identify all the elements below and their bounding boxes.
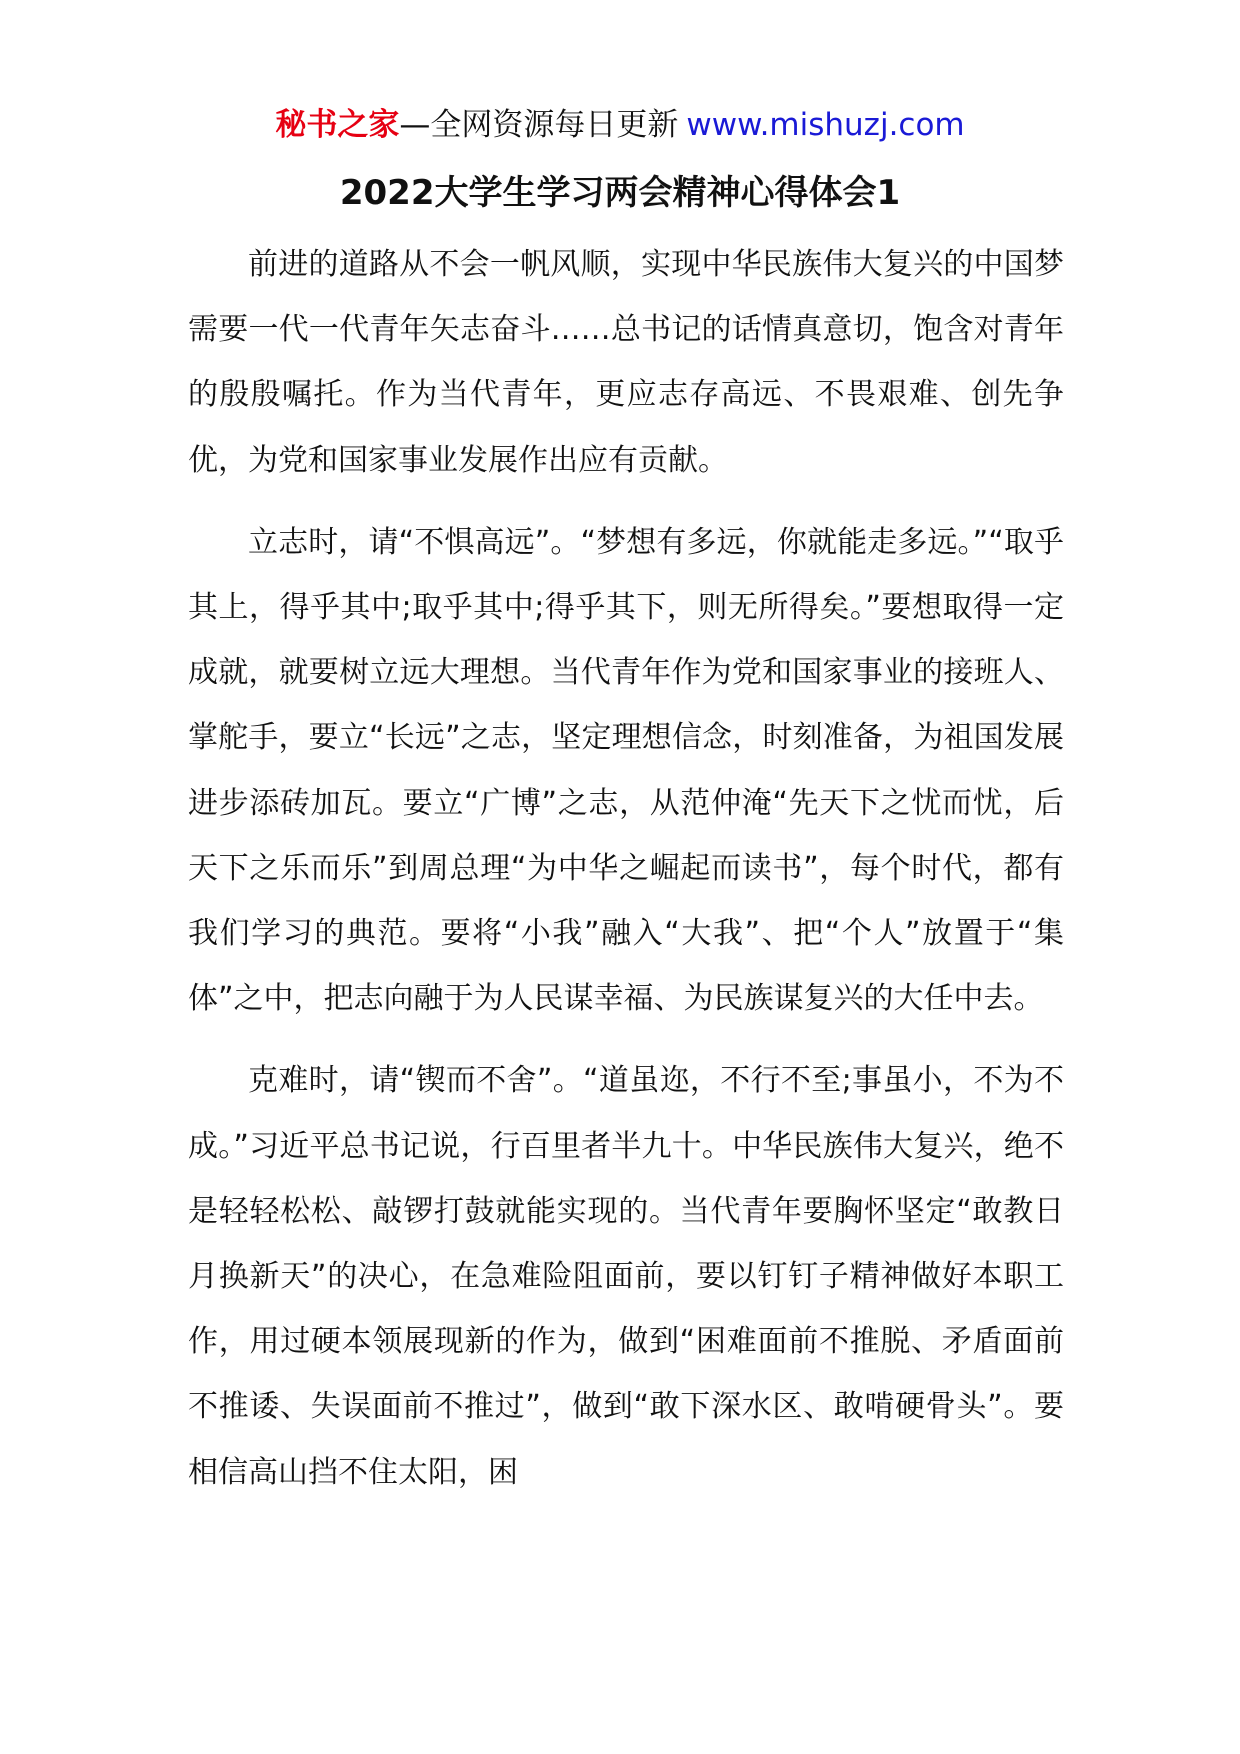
document-body (188, 232, 1064, 1522)
body-paragraph: 前进的道路从不会一帆风顺，实现中华民族伟大复兴的中国梦需要一代一代青年矢志奋斗……总书记的话情真意切，饱含对青年的殷殷嘱托。作为当代青年，更应志存高远、不畏艰难、创先争优，为党和国家事业发展作出应有贡献。 (188, 247, 1064, 478)
site-url-link[interactable]: www.mishuzj.com (686, 107, 965, 143)
body-paragraph: 立志时，请“不惧高远”。“梦想有多远，你就能走多远。”“取乎其上，得乎其中;取乎其中;得乎其下，则无所得矣。”要想取得一定成就，就要树立远大理想。当代青年作为党和国家事业的接班人、掌舵手，要立“长远”之志，坚定理想信念，时刻准备，为祖国发展进步添砖加瓦。要立“广博”之志，从范仲淹“先天下之忧而忧，后天下之乐而乐”到周总理“为中华之崛起而读书”，每个时代，都有我们学习的典范。要将“小我”融入“大我”、把“个人”放置于“集体”之中，把志向融于为人民谋幸福、为民族谋复兴的大任中去。 (188, 524, 1064, 1017)
body-paragraph: 克难时，请“锲而不舍”。“道虽迩，不行不至;事虽小，不为不成。”习近平总书记说，行百里者半九十。中华民族伟大复兴，绝不是轻轻松松、敲锣打鼓就能实现的。当代青年要胸怀坚定“敢教日月换新天”的决心，在急难险阻面前，要以钉钉子精神做好本职工作，用过硬本领展现新的作为，做到“困难面前不推脱、矛盾面前不推诿、失误面前不推过”，做到“敢下深水区、敢啃硬骨头”。要相信高山挡不住太阳，困 (188, 1063, 1064, 1490)
brand-name: 秘书之家 (275, 107, 400, 143)
page-header (0, 100, 1240, 150)
document-title: 2022大学生学习两会精神心得体会1 (339, 173, 901, 213)
header-slogan: —全网资源每日更新 (399, 107, 679, 143)
